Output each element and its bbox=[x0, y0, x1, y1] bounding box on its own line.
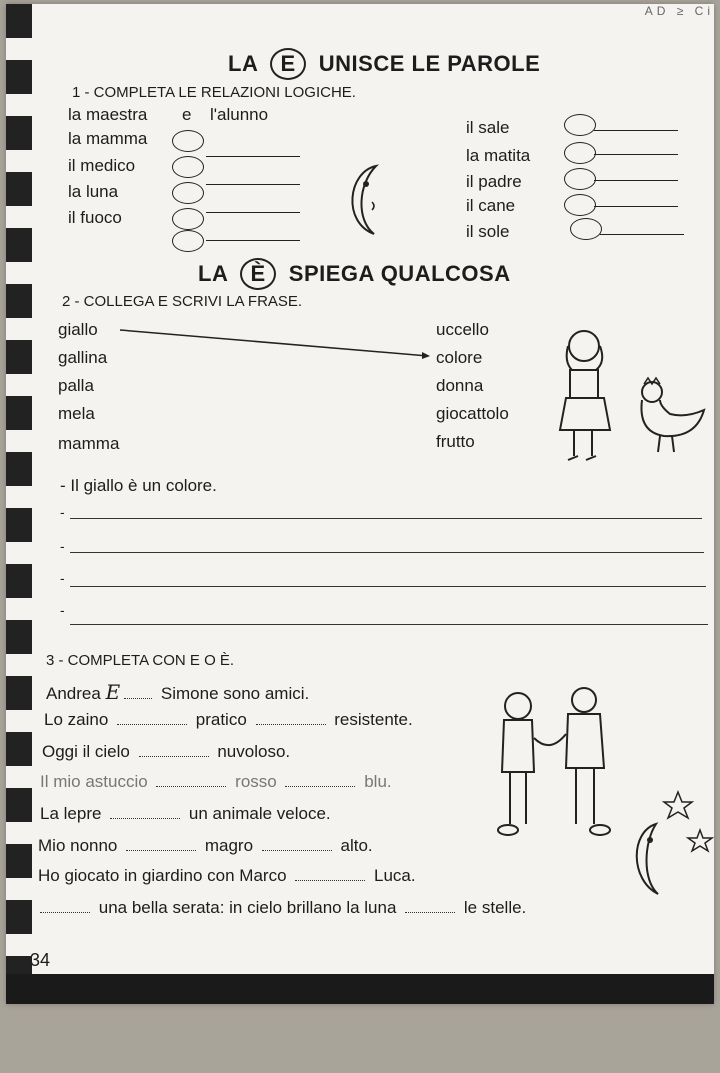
sentence-part: La lepre bbox=[40, 804, 102, 823]
example-right: l'alunno bbox=[210, 105, 269, 124]
sentence-part: Oggi il cielo bbox=[42, 742, 130, 761]
left-word: la mamma bbox=[68, 129, 148, 148]
sentence-part: Andrea bbox=[46, 684, 101, 703]
sentence-part: magro bbox=[204, 836, 254, 855]
right-word: giocattolo bbox=[436, 404, 509, 423]
section2-title-letter: È bbox=[240, 258, 276, 290]
connector-line bbox=[116, 326, 436, 362]
right-word: il padre bbox=[466, 172, 522, 191]
answer-line[interactable] bbox=[594, 180, 678, 181]
write-line[interactable] bbox=[70, 552, 704, 553]
example-conj: e bbox=[182, 105, 192, 124]
example-sentence: - Il giallo è un colore. bbox=[60, 476, 217, 495]
sentence bbox=[36, 898, 526, 918]
hen-drawing bbox=[630, 374, 710, 460]
dash: - bbox=[60, 504, 65, 520]
answer-line[interactable] bbox=[594, 154, 678, 155]
left-word: giallo bbox=[58, 320, 98, 339]
section1-instruction: 1 - COMPLETA LE RELAZIONI LOGICHE. bbox=[72, 84, 356, 101]
left-word: gallina bbox=[58, 348, 108, 367]
left-word: mamma bbox=[58, 434, 120, 453]
sentence-part: nuvoloso. bbox=[217, 742, 291, 761]
right-word: il sole bbox=[466, 222, 510, 241]
left-word: mela bbox=[58, 404, 95, 423]
dash: - bbox=[60, 602, 65, 618]
sentence-part: alto. bbox=[340, 836, 373, 855]
fill-blank[interactable] bbox=[285, 774, 355, 787]
answer-circle[interactable] bbox=[564, 142, 596, 164]
answer-circle[interactable] bbox=[564, 194, 596, 216]
left-word: il medico bbox=[68, 156, 136, 175]
left-word: il fuoco bbox=[68, 208, 122, 227]
fill-blank[interactable] bbox=[126, 838, 196, 851]
sentence-part: resistente. bbox=[334, 710, 413, 729]
fill-blank[interactable] bbox=[124, 686, 152, 699]
dash: - bbox=[60, 570, 65, 586]
section3-instruction: 3 - COMPLETA CON E O È. bbox=[46, 652, 235, 669]
fill-blank[interactable] bbox=[156, 774, 226, 787]
moon-drawing bbox=[336, 162, 416, 238]
answer-circle[interactable] bbox=[172, 230, 204, 252]
sentence-part: Luca. bbox=[374, 866, 416, 885]
section2-instruction: 2 - COLLEGA E SCRIVI LA FRASE. bbox=[62, 293, 303, 310]
fill-blank[interactable] bbox=[40, 900, 90, 913]
fill-blank[interactable] bbox=[139, 744, 209, 757]
answer-line[interactable] bbox=[600, 234, 684, 235]
write-line[interactable] bbox=[70, 624, 708, 625]
answer-line[interactable] bbox=[206, 184, 300, 185]
left-word: palla bbox=[58, 376, 94, 395]
woman-drawing bbox=[554, 326, 618, 474]
sentence bbox=[42, 742, 290, 762]
fill-blank[interactable] bbox=[117, 712, 187, 725]
answer-line[interactable] bbox=[594, 206, 678, 207]
sentence-part: Mio nonno bbox=[38, 836, 118, 855]
worksheet-page bbox=[6, 4, 714, 1004]
boys-drawing bbox=[476, 684, 626, 840]
sentence-part: rosso bbox=[235, 772, 277, 791]
sentence-part: le stelle. bbox=[463, 898, 527, 917]
answer-line[interactable] bbox=[206, 156, 300, 157]
left-word: la luna bbox=[68, 182, 119, 201]
sentence-part: blu. bbox=[364, 772, 392, 791]
sentence-part: Il mio astuccio bbox=[40, 772, 148, 791]
section1-title-post: UNISCE LE PAROLE bbox=[318, 51, 541, 76]
section2-heading bbox=[198, 258, 511, 290]
answer-circle[interactable] bbox=[172, 182, 204, 204]
sentence-part: un animale veloce. bbox=[188, 804, 331, 823]
sentence-part: pratico bbox=[195, 710, 247, 729]
sentence-part: Simone sono amici. bbox=[160, 684, 310, 703]
sentence bbox=[40, 772, 392, 792]
sentence-part: una bella serata: in cielo brillano la luna bbox=[98, 898, 397, 917]
section1-title-letter: E bbox=[270, 48, 306, 80]
answer-line[interactable] bbox=[206, 212, 300, 213]
sentence-part: Ho giocato in giardino con Marco bbox=[38, 866, 287, 885]
write-line[interactable] bbox=[70, 518, 702, 519]
sentence bbox=[46, 680, 309, 704]
night-sky-drawing bbox=[626, 784, 714, 898]
write-line[interactable] bbox=[70, 586, 706, 587]
handwritten-answer: E bbox=[105, 680, 121, 704]
fill-blank[interactable] bbox=[262, 838, 332, 851]
answer-circle[interactable] bbox=[172, 156, 204, 178]
right-word: colore bbox=[436, 348, 483, 367]
right-word: la matita bbox=[466, 146, 531, 165]
example-left: la maestra bbox=[68, 105, 148, 124]
right-word: il sale bbox=[466, 118, 510, 137]
answer-line[interactable] bbox=[594, 130, 678, 131]
section2-title-post: SPIEGA QUALCOSA bbox=[288, 261, 511, 286]
sentence bbox=[38, 836, 373, 856]
sentence bbox=[44, 710, 413, 730]
fill-blank[interactable] bbox=[405, 900, 455, 913]
bleed-text: AD ≥ Ci bbox=[644, 4, 714, 18]
sentence bbox=[40, 804, 331, 824]
fill-blank[interactable] bbox=[110, 806, 180, 819]
right-word: donna bbox=[436, 376, 484, 395]
section2-title-pre: LA bbox=[198, 261, 228, 286]
answer-circle[interactable] bbox=[172, 208, 204, 230]
fill-blank[interactable] bbox=[256, 712, 326, 725]
answer-circle[interactable] bbox=[570, 218, 602, 240]
answer-circle[interactable] bbox=[172, 130, 204, 152]
section1-heading bbox=[228, 48, 540, 80]
right-word: uccello bbox=[436, 320, 489, 339]
fill-blank[interactable] bbox=[295, 868, 365, 881]
spiral-binding bbox=[6, 4, 32, 1004]
section1-title-pre: LA bbox=[228, 51, 258, 76]
sentence bbox=[38, 866, 416, 886]
bottom-band bbox=[6, 974, 714, 1004]
answer-circle[interactable] bbox=[564, 114, 596, 136]
sentence-part: Lo zaino bbox=[44, 710, 109, 729]
page-number: 34 bbox=[30, 950, 51, 970]
answer-circle[interactable] bbox=[564, 168, 596, 190]
dash: - bbox=[60, 538, 65, 554]
answer-line[interactable] bbox=[206, 240, 300, 241]
right-word: il cane bbox=[466, 196, 516, 215]
right-word: frutto bbox=[436, 432, 475, 451]
